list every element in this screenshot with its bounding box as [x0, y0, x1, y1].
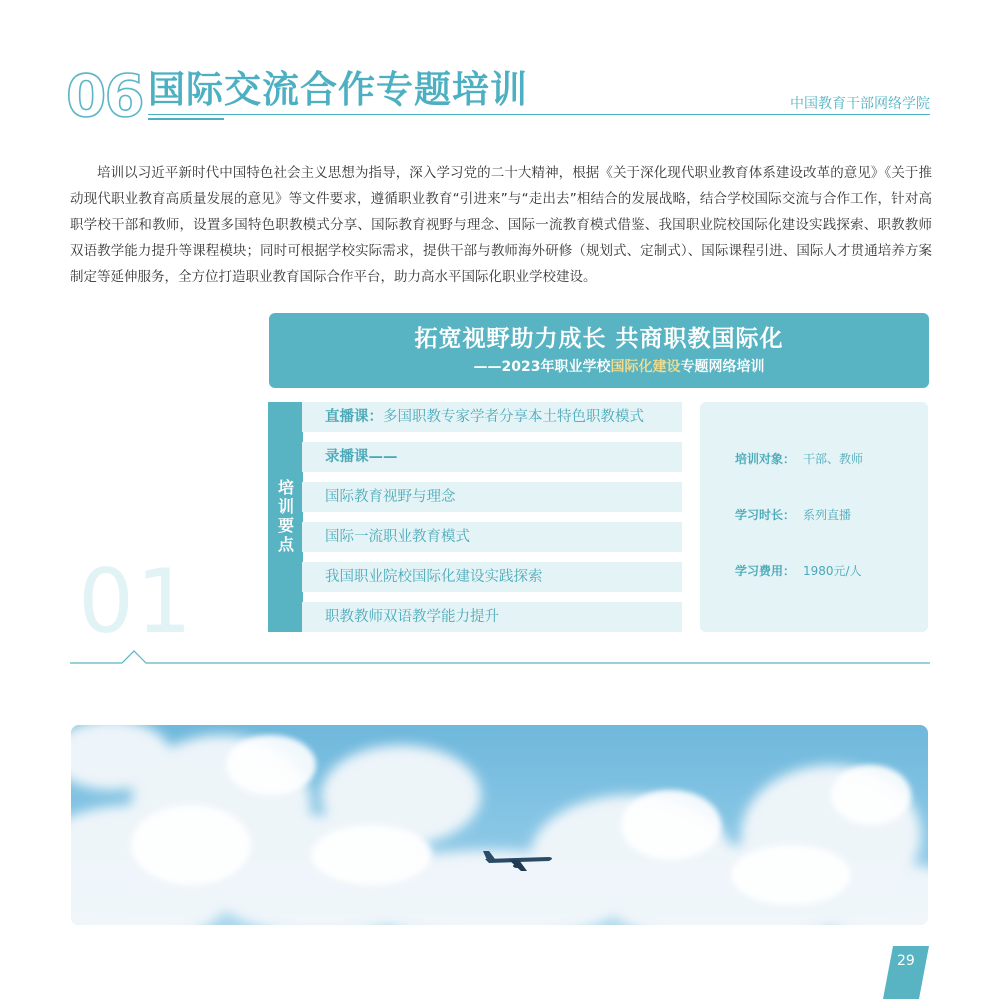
course-item-text: 职教教师双语教学能力提升 [325, 609, 499, 625]
training-points-tab [268, 402, 302, 632]
course-item-text: 多国职教专家学者分享本土特色职教模式 [383, 409, 644, 425]
course-item [302, 602, 682, 632]
title-underline [148, 118, 224, 120]
banner-title: 拓宽视野助力成长 共商职教国际化 [414, 326, 784, 352]
course-banner [269, 313, 929, 388]
info-fee-label: 学习费用： [735, 564, 796, 578]
info-fee-value: 1980元/人 [803, 564, 862, 578]
intro-paragraph: 培训以习近平新时代中国特色社会主义思想为指导，深入学习党的二十大精神，根据《关于深化现代职业教育体系建设改革的意见》《关于推动现代职业教育高质量发展的意见》等文件要求，遵循职业教育“引进来”与“走出去”相结合的发展战略，结合学校国际交流与合作工作，针对高职学校干部和教师，设置多国特色职教模式分享、国际教育视野与理念、国际一流教育模式借鉴、我国职业院校国际化建设实践探索、职教教师双语教学能力提升等课程模块；同时可根据学校实际需求，提供干部与教师海外研修（规划式、定制式）、国际课程引进、国际人才贯通培养方案制定等延伸服务，全方位打造职业教育国际合作平台，助力高水平国际化职业学校建设。 [70, 165, 932, 285]
side-tab-line [302, 402, 303, 632]
banner-subtitle-highlight: 国际化建设 [610, 359, 681, 375]
info-audience-value: 干部、教师 [803, 452, 864, 466]
section-number: 06 [66, 62, 143, 130]
info-duration-value: 系列直播 [803, 508, 852, 522]
header-rule [148, 114, 930, 115]
course-item [302, 402, 682, 432]
course-item-text: 我国职业院校国际化建设实践探索 [325, 569, 543, 585]
course-item [302, 522, 682, 552]
banner-subtitle-suffix: 专题网络培训 [680, 359, 765, 375]
section-divider [70, 650, 930, 670]
info-audience-label: 培训对象： [735, 452, 796, 466]
page-title: 国际交流合作专题培训 [148, 68, 528, 111]
course-item-label: 录播课—— [325, 449, 398, 465]
banner-subtitle [269, 357, 929, 377]
banner-subtitle-prefix: ——2023年职业学校 [473, 359, 611, 375]
course-item-text: 国际一流职业教育模式 [325, 529, 470, 545]
watermark-number: 01 [78, 550, 194, 653]
training-info-box [700, 402, 928, 632]
info-audience [735, 450, 863, 467]
organization-name: 中国教育干部网络学院 [790, 96, 930, 112]
page-number: 29 [897, 953, 915, 969]
course-item [302, 562, 682, 592]
course-item [302, 442, 682, 472]
course-item [302, 482, 682, 512]
sky-airplane-photo [71, 725, 928, 925]
info-duration-label: 学习时长： [735, 508, 796, 522]
info-duration [735, 506, 851, 523]
training-points-label: 培训要点 [275, 479, 295, 555]
course-item-text: 国际教育视野与理念 [325, 489, 456, 505]
info-fee [735, 562, 862, 579]
course-item-label: 直播课： [325, 409, 383, 425]
sky-clouds-illustration [71, 725, 928, 925]
